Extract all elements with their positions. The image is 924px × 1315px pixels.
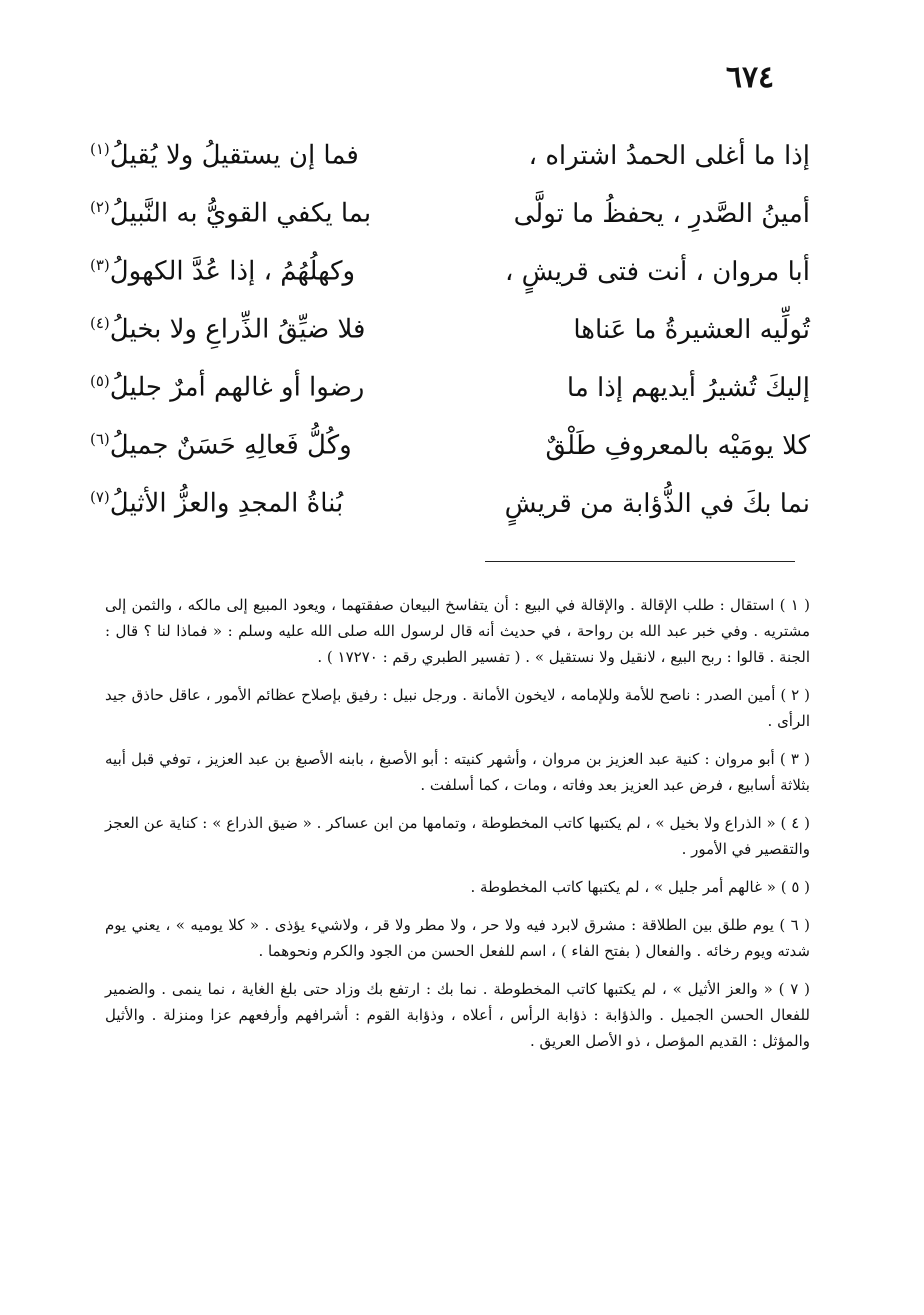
second-hemistich-text: رضوا أو غالهم أمرٌ جليلُ xyxy=(109,372,365,403)
footnote-marker: (١) xyxy=(90,140,110,158)
poem-line-1 xyxy=(90,120,810,178)
first-hemistich: إليكَ تُشيرُ أيديهم إذا ما xyxy=(566,372,810,403)
poem-line-5 xyxy=(90,352,810,410)
footnote-3: ( ٣ ) أبو مروان : كنية عبد العزيز بن مروان ، وأشهر كنيته : أبو الأصبغ ، بابنه الأصبغ بن عبد العزيز ، توفي قبل أبيه بثلاثة أسابيع ، فرض عبد العزيز بعد وفاته ، ومات ، كما أسلفت . xyxy=(105,750,810,794)
footnote-6: ( ٦ ) يوم طلق بين الطلاقة : مشرق لابرد فيه ولا حر ، ولا مطر ولا قر ، ولاشيء يؤذى . « كلا يوميه » ، يعني يوم شدته ويوم رخائه . والفعال ( بفتح الفاء ) ، اسم للفعل الحسن من الجود والكرم ونحوهما . xyxy=(105,916,810,960)
second-hemistich xyxy=(90,178,425,243)
footnote-marker: (٦) xyxy=(90,430,110,448)
poem xyxy=(90,120,810,526)
poem-line-4 xyxy=(90,294,810,352)
second-hemistich-text: بُناةُ المجدِ والعزُّ الأثيلُ xyxy=(109,488,344,519)
footnote-5: ( ٥ ) « غالهم أمر جليل » ، لم يكتبها كاتب المخطوطة . xyxy=(470,878,810,896)
second-hemistich xyxy=(90,120,425,185)
first-hemistich: كلا يومَيْه بالمعروفِ طَلْقٌ xyxy=(545,430,810,461)
footnote-marker: (٤) xyxy=(90,314,110,332)
footnote-marker: (٥) xyxy=(90,372,110,390)
second-hemistich-text: وكُلُّ فَعالِهِ حَسَنٌ جميلُ xyxy=(109,430,352,461)
second-hemistich-text: بما يكفي القويُّ به النَّبيلُ xyxy=(109,198,372,229)
footnote-marker: (٣) xyxy=(90,256,110,274)
page-number: ٦٧٤ xyxy=(725,60,775,95)
second-hemistich xyxy=(90,352,425,417)
poem-line-6 xyxy=(90,410,810,468)
poem-line-3 xyxy=(90,236,810,294)
second-hemistich-text: وكهلُهُمُ ، إذا عُدَّ الكهولُ xyxy=(109,256,356,287)
footnote-1: ( ١ ) استقال : طلب الإقالة . والإقالة في البيع : أن يتفاسخ البيعان صفقتهما ، ويعود المبيع إلى مالكه ، والثمن إلى مشتريه . وفي خبر عبد الله بن رواحة ، في حديث أنه قال لرسول الله صلى الله عليه وسلم : « فماذا لنا ؟ قال : الجنة . قالوا : ربح البيع ، لانقيل ولا نستقيل » . ( تفسير الطبري رقم : ١٧٢٧٠ ) . xyxy=(105,596,810,666)
second-hemistich xyxy=(90,410,425,475)
second-hemistich xyxy=(90,236,425,301)
first-hemistich: أمينُ الصَّدرِ ، يحفظُ ما تولَّى xyxy=(513,198,810,229)
footnote-2: ( ٢ ) أمين الصدر : ناصح للأمة وللإمامه ، لايخون الأمانة . ورجل نبيل : رفيق بإصلاح عظائم الأمور ، عاقل حاذق جيد الرأى . xyxy=(105,686,810,730)
first-hemistich: نما بكَ في الذُّؤابة من قريشٍ xyxy=(504,488,810,519)
poem-line-2 xyxy=(90,178,810,236)
footnote-marker: (٢) xyxy=(90,198,110,216)
second-hemistich-text: فلا ضيِّقُ الذِّراعِ ولا بخيلُ xyxy=(109,314,366,345)
footnotes xyxy=(105,592,810,1066)
second-hemistich xyxy=(90,468,425,533)
footnote-separator xyxy=(485,561,795,562)
second-hemistich xyxy=(90,294,425,359)
first-hemistich: تُولِّيه العشيرةُ ما عَناها xyxy=(573,314,810,345)
footnote-7: ( ٧ ) « والعز الأثيل » ، لم يكتبها كاتب المخطوطة . نما بك : ارتفع بك وزاد حتى بلغ الغاية ، نما ينمى . والضمير للفعال الحسن الجميل . والذؤابة : ذؤابة الرأس ، أعلاه ، وذؤابة القوم : أشرافهم وأرفعهم عزا ومنزلة . والأثيل والمؤثل : القديم المؤصل ، ذو الأصل العريق . xyxy=(105,980,811,1050)
first-hemistich: أبا مروان ، أنت فتى قريشٍ ، xyxy=(505,256,810,287)
footnote-4: ( ٤ ) « الذراع ولا بخيل » ، لم يكتبها كاتب المخطوطة ، وتمامها من ابن عساكر . « ضيق الذراع » : كناية عن العجز والتقصير في الأمور . xyxy=(105,814,810,858)
first-hemistich: إذا ما أغلى الحمدُ اشتراه ، xyxy=(528,140,810,171)
poem-line-7 xyxy=(90,468,810,526)
footnote-marker: (٧) xyxy=(90,488,110,506)
second-hemistich-text: فما إن يستقيلُ ولا يُقيلُ xyxy=(109,140,359,171)
